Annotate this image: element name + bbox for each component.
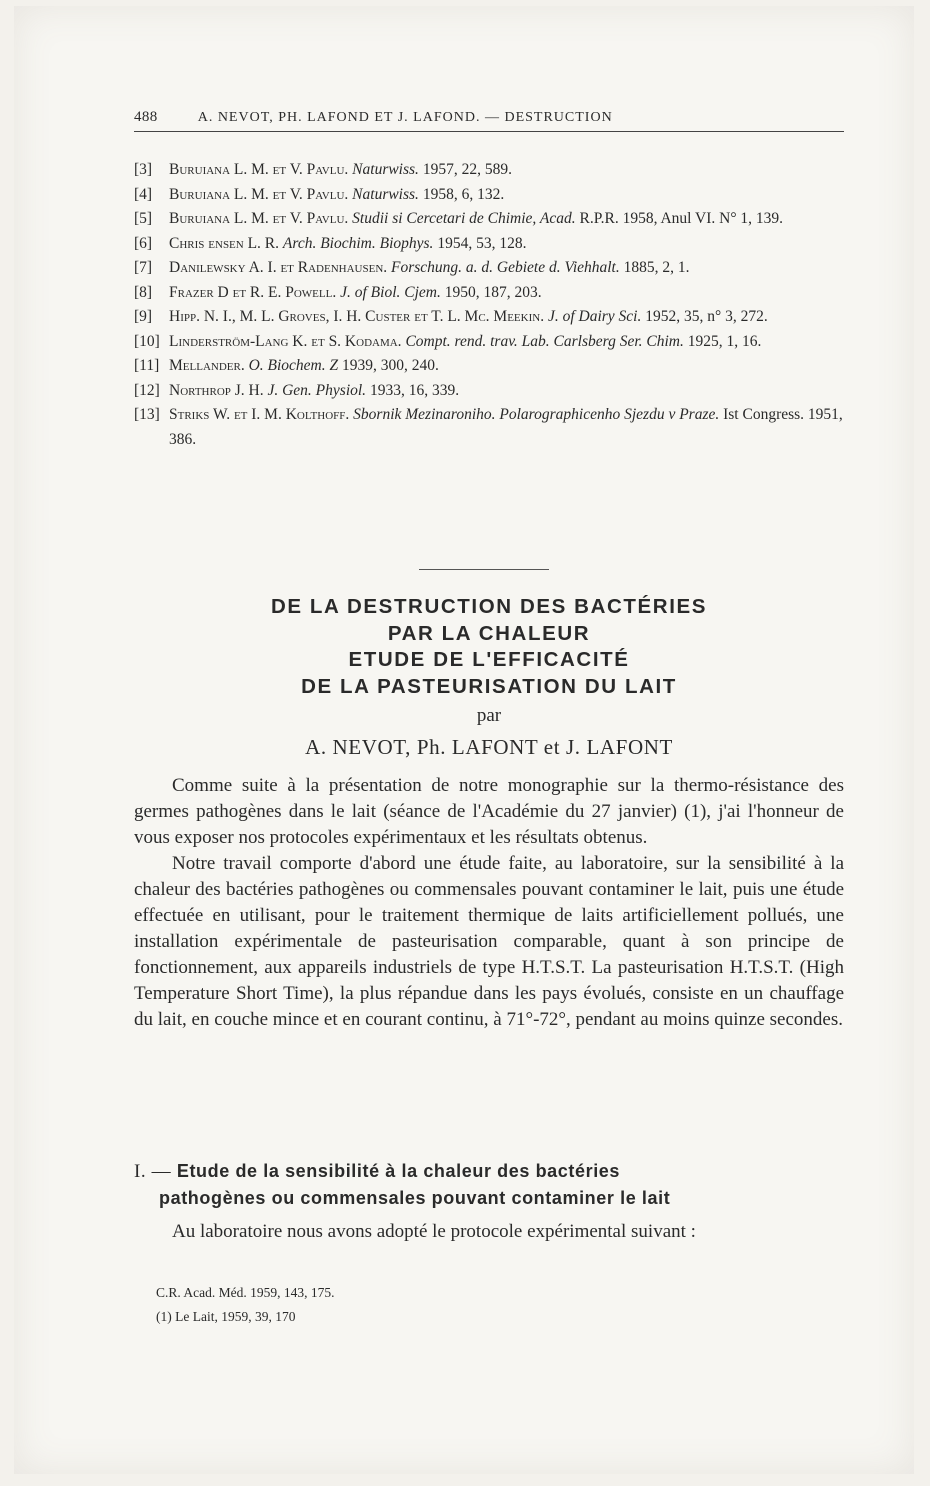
section-title-line1: Etude de la sensibilité à la chaleur des bactéries (176, 1161, 621, 1181)
reference-source: Sbornik Mezinaroniho. Polarographicenho Sjezdu v Praze. (353, 406, 720, 423)
reference-source: Studii si Cercetari de Chimie, Acad. (352, 210, 576, 227)
paragraph: Au laboratoire nous avons adopté le protocole expérimental suivant : (172, 1221, 696, 1242)
reference-author: Striks W. et I. M. Kolthoff. (169, 406, 350, 423)
reference-number: [9] (134, 308, 153, 325)
reference-details: 1957, 22, 589. (422, 161, 512, 178)
reference-source: Naturwiss. (352, 161, 419, 178)
reference-details: 1939, 300, 240. (342, 357, 439, 374)
reference-item (134, 379, 844, 404)
article-title (134, 594, 844, 700)
reference-number: [8] (134, 283, 153, 301)
reference-number: [4] (134, 185, 153, 203)
reference-author: Hipp. N. I., M. L. Groves, I. H. Custer et T. L. Mc. Meekin. (169, 308, 545, 325)
reference-number: [6] (134, 234, 153, 252)
reference-source: J. of Biol. Cjem. (340, 283, 441, 301)
authors: A. NEVOT, Ph. LAFONT et J. LAFONT (305, 735, 673, 759)
reference-author: Linderström-Lang K. et S. Kodama. (169, 332, 402, 350)
section-number: I. — (134, 1161, 172, 1182)
reference-source: J. of Dairy Sci. (547, 308, 642, 325)
paragraph: Notre travail comporte d'abord une étude faite, au laboratoire, sur la sensibilité à la chaleur des bactéries pathogènes ou commensales pouvant contaminer le lait, puis une étude effectuée en utilisant, pour le traitement thermique de laits artificiellement pollués, une installation expérimentale de pasteurisation comparable, quant à son principe de fonctionnement, aux appareils industriels de type H.T.S.T. La pasteurisation H.T.S.T. (High Temperature Short Time), la plus répandue dans les pays évolués, consiste en un chauffage du lait, en couche mince et en courant continu, à 71°-72°, pendant au moins quinze secondes. (134, 853, 844, 1030)
reference-details: 1954, 53, 128. (437, 234, 527, 252)
title-line: ETUDE DE L'EFFICACITÉ (348, 648, 630, 671)
section-title-line2: pathogènes ou commensales pouvant contaminer le lait (159, 1188, 671, 1208)
reference-item (134, 158, 844, 183)
reference-author: Buruiana L. M. et V. Pavlu. (169, 161, 349, 178)
reference-source: Arch. Biochim. Biophys. (282, 234, 434, 252)
reference-author: Buruiana L. M. et V. Pavlu. (169, 185, 349, 203)
page-number: 488 (134, 109, 158, 125)
reference-source: Compt. rend. trav. Lab. Carlsberg Ser. Chim. (405, 332, 684, 350)
reference-item (134, 354, 844, 379)
footnote: C.R. Acad. Méd. 1959, 143, 175. (156, 1285, 335, 1300)
reference-details: 1885, 2, 1. (623, 259, 690, 276)
reference-author: Frazer D et R. E. Powell. (169, 283, 337, 301)
reference-source: J. Gen. Physiol. (267, 381, 367, 399)
reference-details: R.P.R. 1958, Anul VI. N° 1, 139. (579, 210, 784, 227)
reference-item (134, 207, 844, 232)
reference-author: Chris ensen L. R. (169, 234, 280, 252)
reference-number: [11] (134, 357, 160, 374)
article-body (134, 773, 844, 1033)
reference-number: [5] (134, 210, 153, 227)
reference-details: 1925, 1, 16. (687, 332, 762, 350)
reference-item (134, 330, 844, 355)
section-heading (134, 1158, 844, 1211)
reference-number: [7] (134, 259, 153, 276)
reference-item (134, 183, 844, 208)
reference-number: [13] (134, 406, 160, 423)
running-head-text: A. NEVOT, PH. LAFOND ET J. LAFOND. — DESTRUCTION (197, 110, 613, 125)
by-line: par (476, 705, 502, 726)
reference-item (134, 305, 844, 330)
footnote: (1) Le Lait, 1959, 39, 170 (156, 1309, 296, 1324)
reference-item (134, 232, 844, 257)
reference-source: Naturwiss. (352, 185, 419, 203)
reference-item (134, 256, 844, 281)
title-line: PAR LA CHALEUR (387, 621, 591, 645)
page (14, 6, 914, 1474)
reference-details: 1958, 6, 132. (422, 185, 505, 203)
section-body (134, 1219, 844, 1245)
reference-details: Ist Congress. 1951, 386. (169, 406, 843, 448)
section-divider (419, 569, 549, 570)
reference-details: 1950, 187, 203. (444, 283, 542, 301)
reference-details: 1952, 35, n° 3, 272. (645, 308, 768, 325)
reference-author: Danilewsky A. I. et Radenhausen. (169, 259, 388, 276)
reference-item (134, 281, 844, 306)
reference-source: Forschung. a. d. Gebiete d. Viehhalt. (391, 259, 620, 276)
reference-list (134, 158, 844, 452)
title-line: DE LA DESTRUCTION DES BACTÉRIES (270, 595, 708, 618)
footnotes (156, 1281, 836, 1329)
reference-author: Buruiana L. M. et V. Pavlu. (169, 210, 349, 227)
reference-details: 1933, 16, 339. (369, 381, 460, 399)
reference-source: O. Biochem. Z (248, 357, 339, 374)
paragraph: Comme suite à la présentation de notre monographie sur la thermo-résistance des germes pathogènes dans le lait (séance de l'Académie du 27 janvier) (1), j'ai l'honneur de vous exposer nos protocoles expérimentaux et les résultats obtenus. (134, 775, 844, 848)
reference-author: Northrop J. H. (169, 381, 264, 399)
reference-number: [12] (134, 381, 160, 399)
reference-number: [3] (134, 161, 153, 178)
title-line: DE LA PASTEURISATION DU LAIT (301, 674, 677, 698)
reference-author: Mellander. (169, 357, 245, 374)
running-header (134, 109, 844, 132)
reference-number: [10] (134, 332, 160, 350)
reference-item (134, 403, 844, 452)
